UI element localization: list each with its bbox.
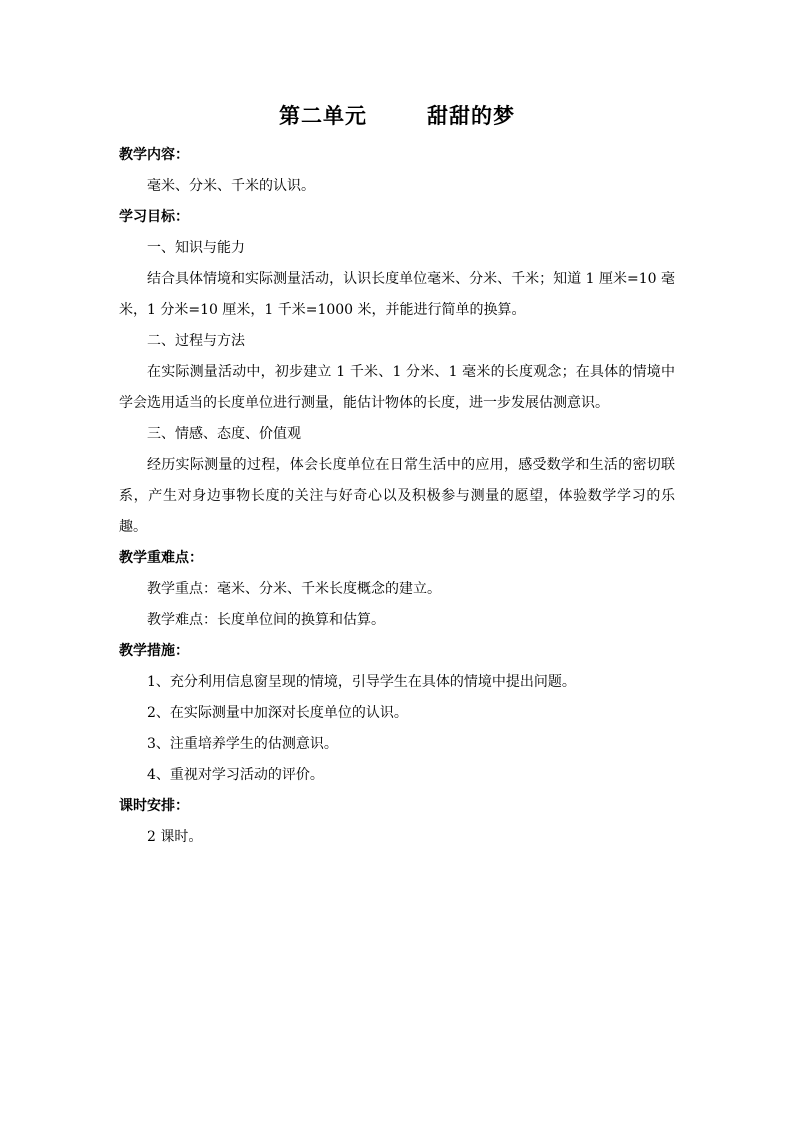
measure-item: 2、在实际测量中加深对长度单位的认识。 [147,705,408,721]
document-body [119,140,675,853]
page-title [0,100,794,132]
measure-item: 1、充分利用信息窗呈现的情境，引导学生在具体的情境中提出问题。 [147,674,576,690]
keypoint-difficulty: 教学难点：长度单位间的换算和估算。 [147,612,385,628]
section-heading-content: 教学内容： [119,147,189,163]
unit-label: 第二单元 [279,104,367,128]
content-text: 毫米、分米、千米的认识。 [147,178,315,194]
goal-subtitle-process: 二、过程与方法 [147,333,245,349]
goal-text-process: 在实际测量活动中，初步建立 1 千米、1 分米、1 毫米的长度观念；在具体的情境中学会选用适当的长度单位进行测量，能估计物体的长度，进一步发展估测意识。 [119,364,675,411]
keypoint-focus: 教学重点：毫米、分米、千米长度概念的建立。 [147,581,441,597]
measure-item: 4、重视对学习活动的评价。 [147,767,324,783]
section-heading-measures: 教学措施： [119,643,189,659]
section-heading-keypoints: 教学重难点： [119,550,203,566]
section-heading-goals: 学习目标： [119,209,189,225]
schedule-text: 2 课时。 [147,829,203,845]
goal-text-knowledge: 结合具体情境和实际测量活动，认识长度单位毫米、分米、千米；知道 1 厘米=10 毫米，1 分米=10 厘米，1 千米=1000 米，并能进行简单的换算。 [119,271,675,318]
goal-subtitle-knowledge: 一、知识与能力 [147,240,245,256]
measure-item: 3、注重培养学生的估测意识。 [147,736,338,752]
goal-subtitle-attitude: 三、情感、态度、价值观 [147,426,301,442]
section-heading-schedule: 课时安排： [119,798,189,814]
goal-text-attitude: 经历实际测量的过程，体会长度单位在日常生活中的应用，感受数学和生活的密切联系，产生对身边事物长度的关注与好奇心以及积极参与测量的愿望，体验数学学习的乐趣。 [119,457,675,535]
unit-name: 甜甜的梦 [427,104,515,128]
